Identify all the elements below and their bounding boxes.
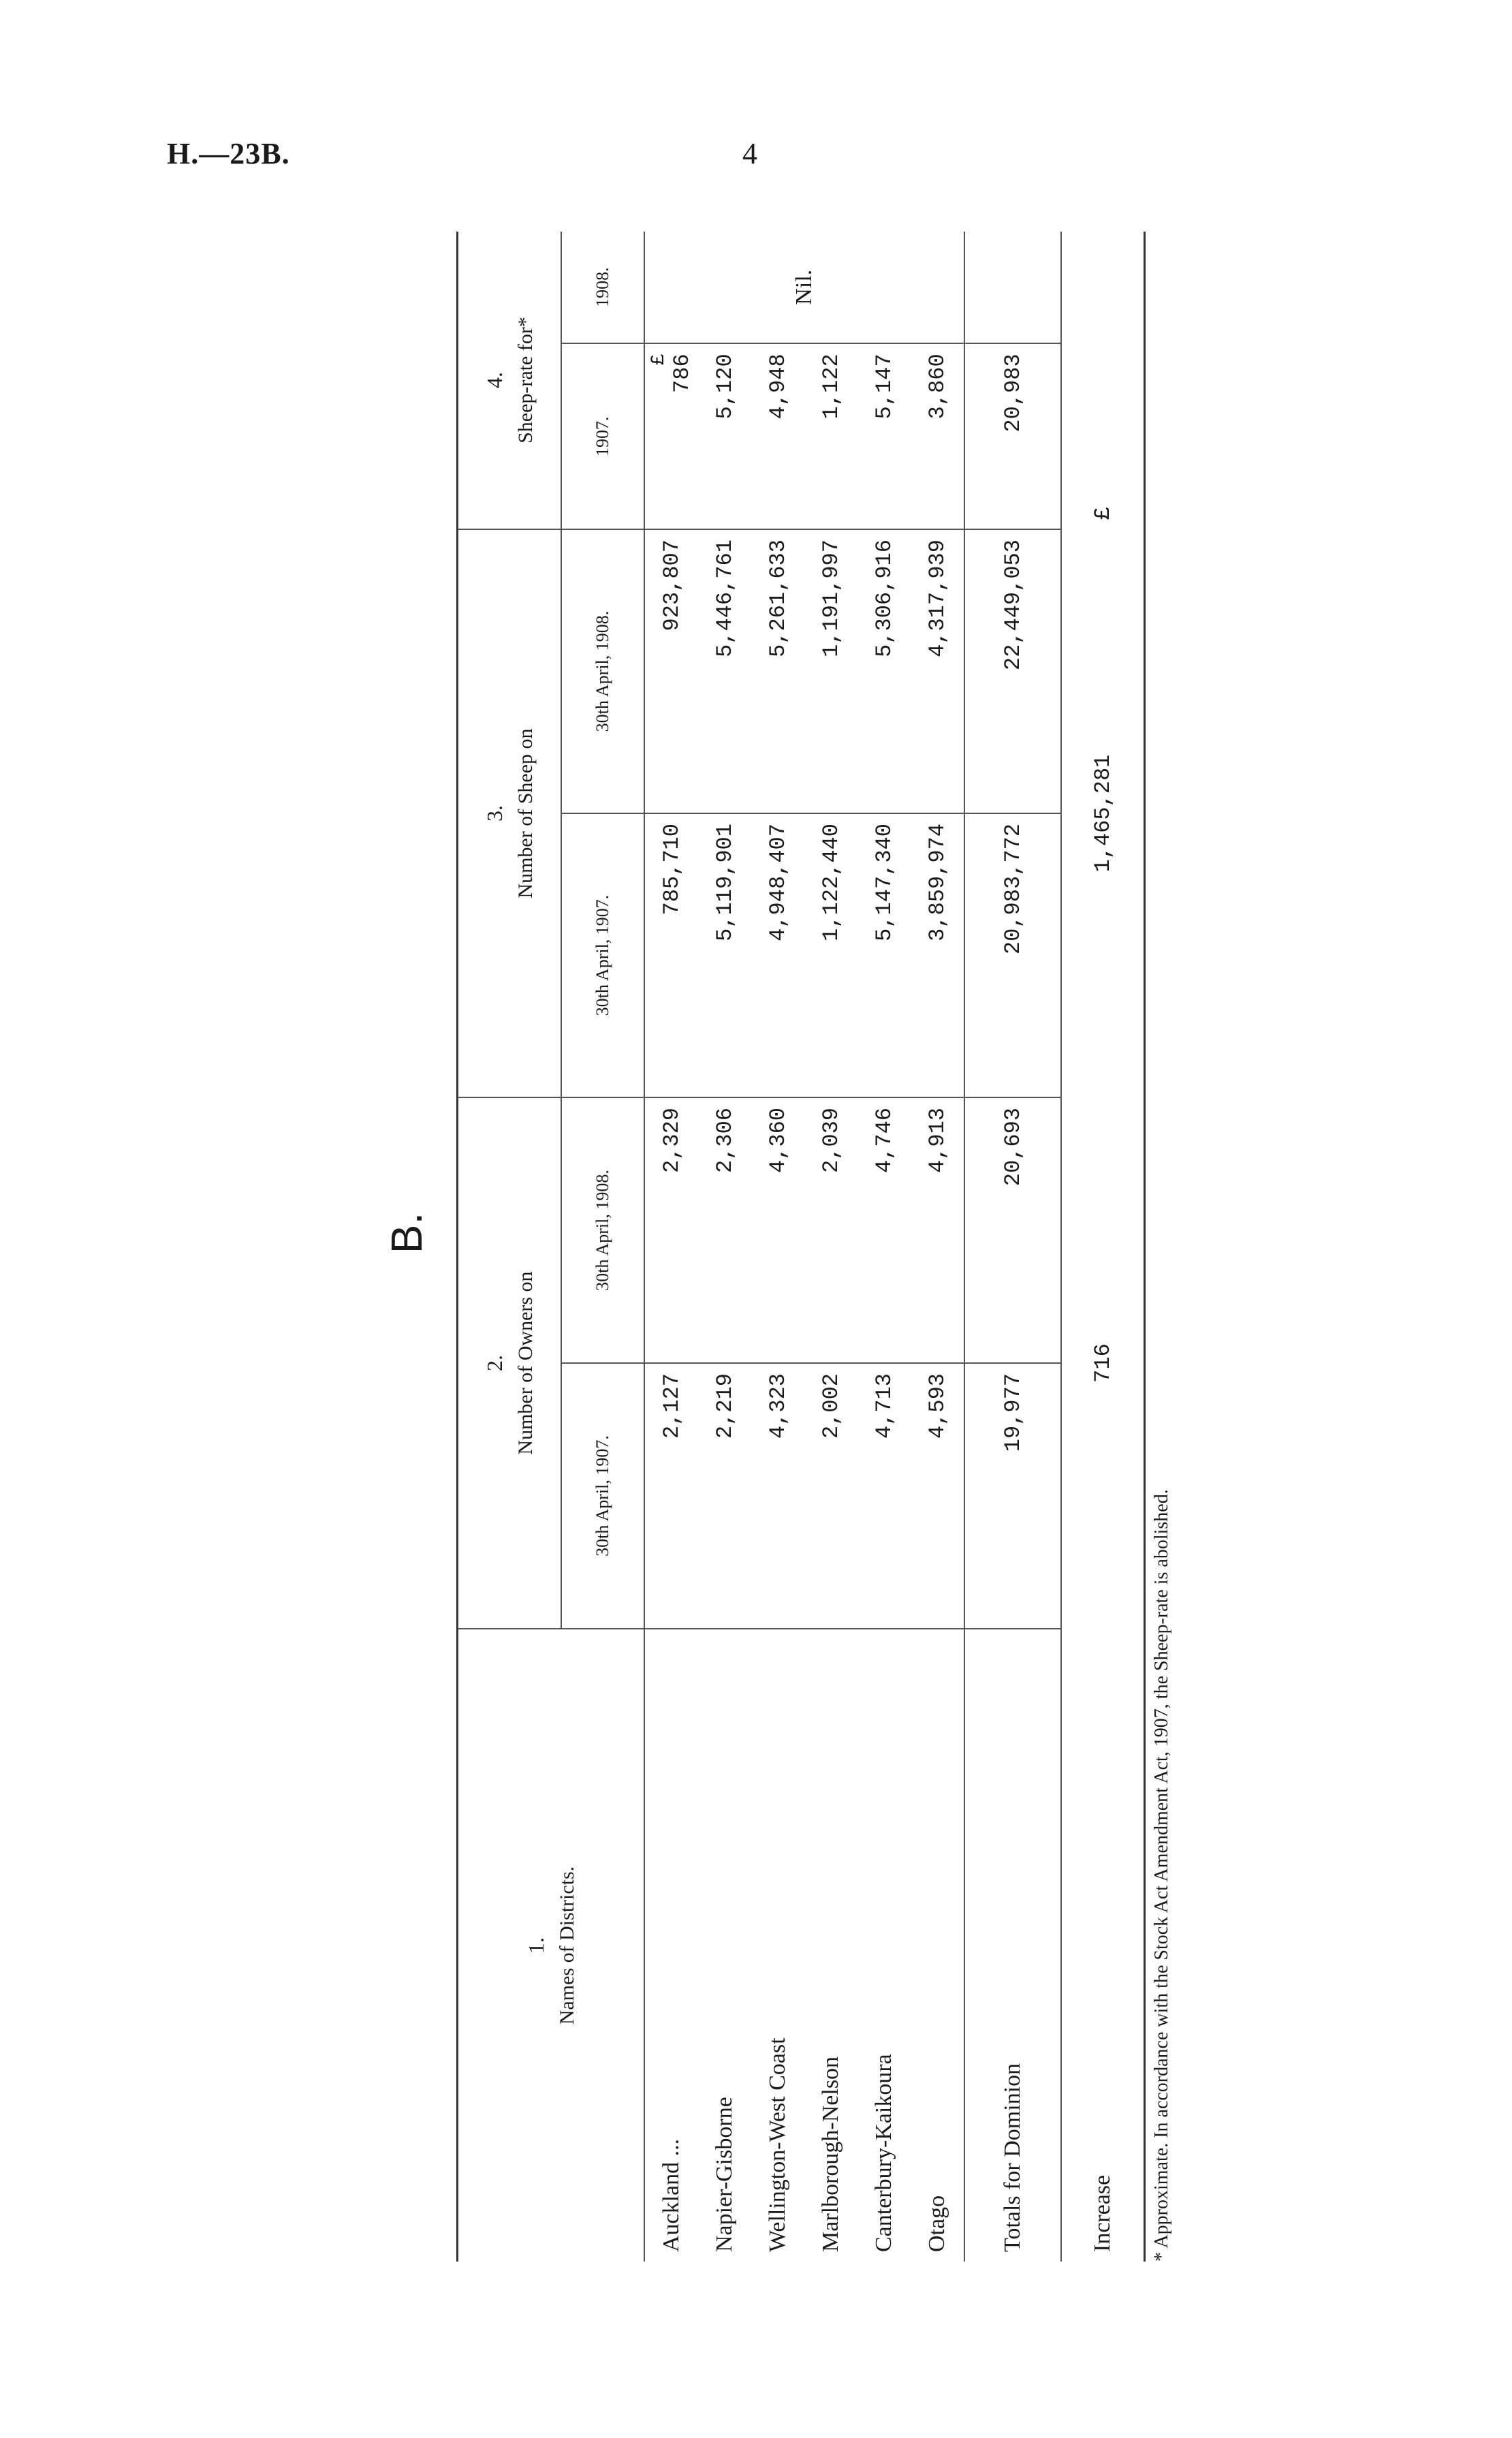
totals-label: Totals for Dominion xyxy=(964,1629,1061,2262)
totals-sheep-1907: 20,983,772 xyxy=(964,813,1061,1097)
subheader-sheep-1908: 30th April, 1908. xyxy=(561,529,644,813)
owners-1907-cell: 2,002 xyxy=(804,1363,857,1629)
sheep-1908-cell: 923,807 xyxy=(644,529,698,813)
owners-1907-cell: 4,713 xyxy=(857,1363,911,1629)
rate-1907-cell: 4,948 xyxy=(751,343,804,529)
district-name: Napier-Gisborne xyxy=(712,2097,737,2252)
increase-rate-currency: £ xyxy=(1061,232,1145,529)
table-row xyxy=(698,232,751,2262)
district-name: Auckland ... xyxy=(659,2138,684,2252)
totals-owners-1907: 19,977 xyxy=(964,1363,1061,1629)
district-name: Wellington-West Coast xyxy=(765,2037,790,2252)
sheep-1908-cell: 5,446,761 xyxy=(698,529,751,813)
sheep-1908-cell: 5,306,916 xyxy=(857,529,911,813)
document-reference: H.—23B. xyxy=(167,137,290,170)
table-row xyxy=(644,232,698,2262)
table-title: B. xyxy=(382,1212,431,1254)
totals-rate-1908 xyxy=(964,232,1061,343)
col-1-label: Names of Districts. xyxy=(555,1866,578,2025)
col-districts-header xyxy=(458,1629,645,2262)
increase-sheep: 1,465,281 xyxy=(1061,529,1145,1097)
rotated-table-block xyxy=(381,204,1199,2262)
col-4-number: 4. xyxy=(482,372,507,389)
col-4-label: Sheep-rate for* xyxy=(514,317,537,443)
totals-row xyxy=(964,232,1061,2262)
district-name: Marlborough-Nelson xyxy=(818,2056,843,2252)
col-3-label: Number of Sheep on xyxy=(514,728,537,898)
page-number: 4 xyxy=(742,137,757,170)
owners-1908-cell: 4,360 xyxy=(751,1097,804,1363)
subheader-owners-1908: 30th April, 1908. xyxy=(561,1097,644,1363)
footnote: * Approximate. In accordance with the Stock Act Amendment Act, 1907, the Sheep-rate is abolished. xyxy=(1151,1489,1172,2262)
owners-1907-cell: 4,323 xyxy=(751,1363,804,1629)
totals-rate-1907: 20,983 xyxy=(964,343,1061,529)
increase-owners: 716 xyxy=(1061,1097,1145,1629)
owners-1907-cell: 4,593 xyxy=(911,1363,964,1629)
owners-1907-cell: 2,219 xyxy=(698,1363,751,1629)
sheep-1907-cell: 4,948,407 xyxy=(751,813,804,1097)
col-owners-header xyxy=(458,1097,562,1629)
table-row xyxy=(804,232,857,2262)
col-sheep-header xyxy=(458,529,562,1097)
owners-1908-cell: 2,039 xyxy=(804,1097,857,1363)
col-3-number: 3. xyxy=(482,805,507,822)
owners-1908-cell: 2,329 xyxy=(644,1097,698,1363)
rate-1908-nil: Nil. xyxy=(644,232,964,343)
sheep-1908-cell: 5,261,633 xyxy=(751,529,804,813)
pound-sign: £ xyxy=(648,354,670,366)
rate-1907-value: 786 xyxy=(670,354,695,393)
rate-1907-cell: 1,122 xyxy=(804,343,857,529)
col-rate-header xyxy=(458,232,562,529)
sheep-1907-cell: 5,119,901 xyxy=(698,813,751,1097)
increase-label: Increase xyxy=(1061,1629,1145,2262)
sheep-1907-cell: 5,147,340 xyxy=(857,813,911,1097)
totals-sheep-1908: 22,449,053 xyxy=(964,529,1061,813)
rate-1907-cell: 5,147 xyxy=(857,343,911,529)
owners-1908-cell: 4,913 xyxy=(911,1097,964,1363)
increase-row xyxy=(1061,232,1145,2262)
sheep-1908-cell: 4,317,939 xyxy=(911,529,964,813)
rate-1907-cell: 5,120 xyxy=(698,343,751,529)
subheader-rate-1907: 1907. xyxy=(561,343,644,529)
sheep-1907-cell: 3,859,974 xyxy=(911,813,964,1097)
owners-1908-cell: 2,306 xyxy=(698,1097,751,1363)
owners-1908-cell: 4,746 xyxy=(857,1097,911,1363)
sheep-statistics-table xyxy=(456,232,1146,2262)
subheader-rate-1908: 1908. xyxy=(561,232,644,343)
col-1-number: 1. xyxy=(523,1937,548,1954)
col-2-number: 2. xyxy=(482,1355,507,1371)
district-name: Canterbury-Kaikoura xyxy=(871,2054,896,2252)
sheep-1908-cell: 1,191,997 xyxy=(804,529,857,813)
totals-owners-1908: 20,693 xyxy=(964,1097,1061,1363)
table-row xyxy=(911,232,964,2262)
subheader-sheep-1907: 30th April, 1907. xyxy=(561,813,644,1097)
sheep-1907-cell: 785,710 xyxy=(644,813,698,1097)
district-name: Otago xyxy=(924,2195,949,2252)
rate-1907-cell: 3,860 xyxy=(911,343,964,529)
sheep-1907-cell: 1,122,440 xyxy=(804,813,857,1097)
rate-1907-cell xyxy=(644,343,698,529)
col-2-label: Number of Owners on xyxy=(514,1271,537,1455)
table-row xyxy=(857,232,911,2262)
owners-1907-cell: 2,127 xyxy=(644,1363,698,1629)
subheader-owners-1907: 30th April, 1907. xyxy=(561,1363,644,1629)
table-row xyxy=(751,232,804,2262)
